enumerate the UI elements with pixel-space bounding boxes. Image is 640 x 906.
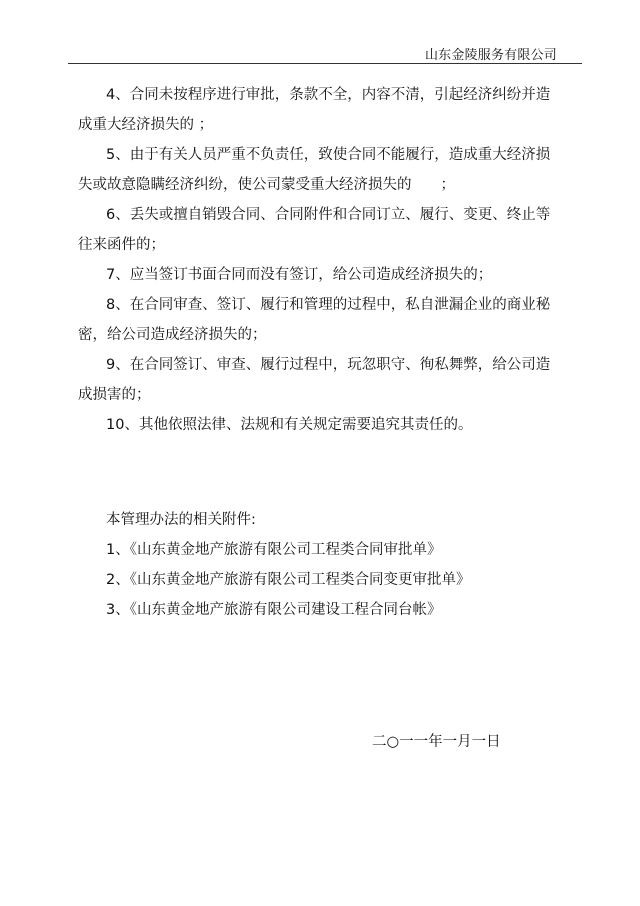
company-header: 山东金陵服务有限公司: [424, 48, 557, 63]
clause-8-line-2: 密，给公司造成经济损失的；: [78, 327, 267, 343]
clause-7: [106, 260, 544, 290]
clause-9: [78, 350, 551, 410]
attachments-section: [106, 505, 546, 625]
clause-9-line-1: 9、在合同签订、审查、履行过程中，玩忽职守、徇私舞弊，给公司造: [106, 357, 551, 373]
attachments-heading: 本管理办法的相关附件:: [106, 512, 256, 528]
clause-6: [78, 200, 551, 260]
clause-5: [78, 140, 551, 200]
clause-7-line-1: 7、应当签订书面合同而没有签订，给公司造成经济损失的；: [106, 267, 493, 283]
clause-8-line-1: 8、在合同审查、签订、履行和管理的过程中，私自泄漏企业的商业秘: [106, 297, 551, 313]
clause-10: [106, 410, 544, 440]
clause-4-line-2: 成重大经济损失的 ；: [78, 117, 214, 133]
clause-4: [78, 80, 551, 140]
clause-5-line-1: 5、由于有关人员严重不负责任，致使合同不能履行，造成重大经济损: [106, 147, 551, 163]
clause-6-line-1: 6、丢失或擅自销毁合同、合同附件和合同订立、履行、变更、终止等: [106, 207, 551, 223]
document-date: 二○一一年一月一日: [372, 734, 501, 750]
liability-clauses: [78, 80, 551, 440]
attachment-item-1: 1、《山东黄金地产旅游有限公司工程类合同审批单》: [106, 542, 442, 558]
clause-4-line-1: 4、合同未按程序进行审批，条款不全，内容不清，引起经济纠纷并造: [106, 87, 551, 103]
attachment-item-3: 3、《山东黄金地产旅游有限公司建设工程合同台帐》: [106, 602, 442, 618]
clause-8: [78, 290, 551, 350]
attachment-item-2: 2、《山东黄金地产旅游有限公司工程类合同变更审批单》: [106, 572, 471, 588]
clause-9-line-2: 成损害的；: [78, 387, 151, 403]
clause-6-line-2: 往来函件的；: [78, 237, 165, 253]
clause-5-line-2: 失或故意隐瞒经济纠纷，使公司蒙受重大经济损失的 ；: [78, 177, 455, 193]
header-divider: [68, 63, 582, 64]
clause-10-line-1: 10、其他依照法律、法规和有关规定需要追究其责任的。: [106, 417, 473, 433]
